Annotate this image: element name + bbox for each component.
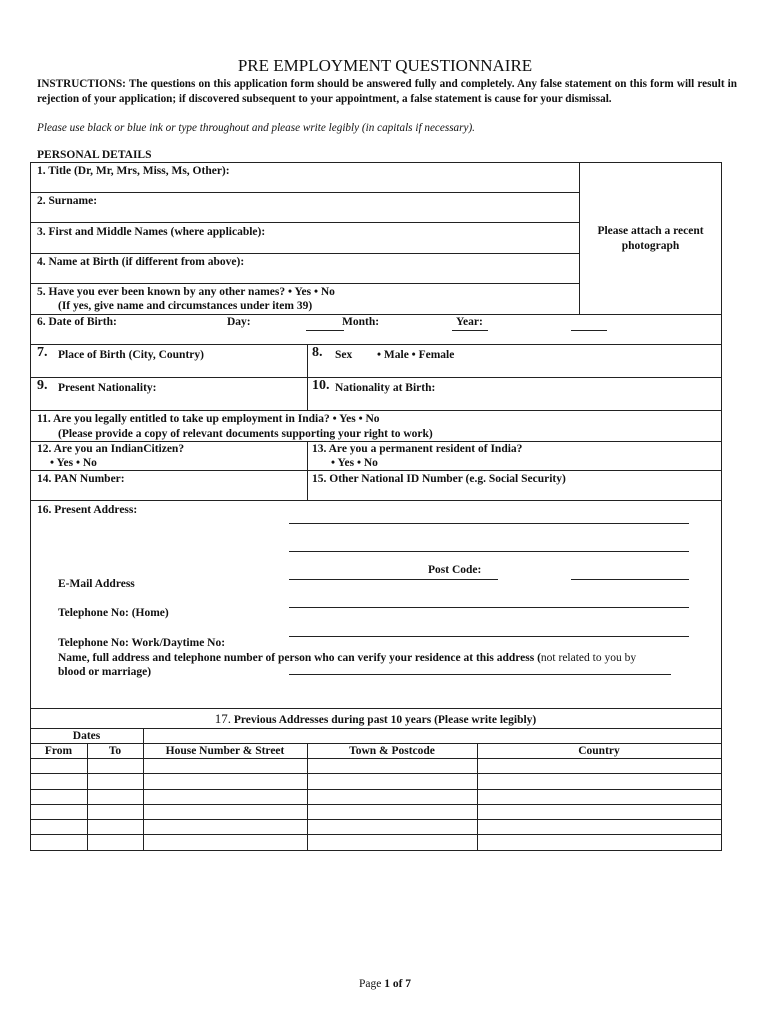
q17-number: 17. [214, 711, 231, 726]
q16-address-label: 16. Present Address: [37, 504, 138, 516]
q9-nationality-label: Present Nationality: [58, 382, 157, 394]
q17-heading [30, 712, 721, 727]
q6-dob-label: 6. Date of Birth: [37, 316, 117, 328]
q7-number: 7. [37, 345, 48, 360]
q9-number: 9. [37, 378, 48, 393]
q5-note: (If yes, give name and circumstances under item 39) [58, 300, 313, 312]
page-word: Page [358, 978, 385, 990]
q10-number: 10. [312, 378, 330, 393]
town-header: Town & Postcode [349, 745, 435, 757]
section-heading: PERSONAL DETAILS [37, 149, 152, 161]
q13-resident-label: 13. Are you a permanent resident of India? [312, 443, 523, 455]
address-line-1[interactable] [289, 523, 689, 524]
from-header: From [44, 745, 73, 757]
email-label: E-Mail Address [58, 578, 135, 590]
day-input-line[interactable] [306, 330, 344, 331]
q6-month-label: Month: [342, 316, 380, 328]
verifier-text-b: not related to you by [540, 652, 637, 664]
tel-home-label: Telephone No: (Home) [58, 607, 169, 619]
month-input-line[interactable] [452, 330, 488, 331]
q3-first-names-label: 3. First and Middle Names (where applicable): [37, 226, 266, 238]
q1-title-label: 1. Title (Dr, Mr, Mrs, Miss, Ms, Other): [37, 165, 230, 177]
q4-birth-name-label: 4. Name at Birth (if different from above): [37, 256, 245, 268]
post-code-input-line[interactable] [571, 579, 689, 580]
address-line-2[interactable] [289, 551, 689, 552]
post-code-label: Post Code: [428, 564, 482, 576]
q11-employment-label[interactable]: 11. Are you legally entitled to take up employment in India? • Yes • No [37, 413, 380, 425]
year-input-line[interactable] [571, 330, 607, 331]
q8-sex-label: Sex [335, 349, 353, 361]
q6-year-label: Year: [456, 316, 483, 328]
q13-options[interactable]: • Yes • No [331, 457, 378, 469]
q6-day-label: Day: [227, 316, 251, 328]
q5-other-names-label[interactable]: 5. Have you ever been known by any other names? • Yes • No [37, 286, 335, 298]
photo-placeholder[interactable]: Please attach a recent photograph [597, 225, 704, 252]
q8-number: 8. [312, 345, 323, 360]
verifier-input-line[interactable] [289, 674, 671, 675]
page-number: 1 of 7 [384, 978, 412, 990]
tel-work-label: Telephone No: Work/Daytime No: [58, 637, 226, 649]
email-input-line[interactable] [289, 607, 689, 608]
q12-citizen-label: 12. Are you an IndianCitizen? [37, 443, 185, 455]
q11-note: (Please provide a copy of relevant documents supporting your right to work) [58, 428, 433, 440]
q7-birthplace-label: Place of Birth (City, Country) [58, 349, 204, 361]
q14-pan-label: 14. PAN Number: [37, 473, 125, 485]
page-title: PRE EMPLOYMENT QUESTIONNAIRE [237, 56, 533, 75]
dates-header: Dates [72, 730, 101, 742]
instructions-text: INSTRUCTIONS: The questions on this application form should be answered fully and completely. Any false statement on this form will result in rejection of your application; if discovered subsequent to your appointment, a false statement is cause for your dismissal. [37, 78, 737, 105]
page-footer [0, 977, 770, 991]
tel-home-input-line[interactable] [289, 636, 689, 637]
q15-national-id-label: 15. Other National ID Number (e.g. Social Security) [312, 473, 566, 485]
q2-surname-label: 2. Surname: [37, 195, 98, 207]
verifier-label [58, 651, 636, 665]
verifier-label-cont: blood or marriage) [58, 666, 152, 678]
house-header: House Number & Street [165, 745, 285, 757]
ink-note: Please use black or blue ink or type throughout and please write legibly (in capitals if necessary). [37, 122, 475, 134]
address-line-3[interactable] [289, 579, 498, 580]
to-header: To [108, 745, 122, 757]
q17-label: Previous Addresses during past 10 years (Please write legibly) [233, 714, 537, 726]
country-header: Country [578, 745, 620, 757]
verifier-text-a: Name, full address and telephone number of person who can verify your residence at this address ( [58, 652, 541, 664]
q10-birth-nationality-label: Nationality at Birth: [335, 382, 436, 394]
sex-options[interactable]: • Male • Female [377, 349, 455, 361]
q12-options[interactable]: • Yes • No [50, 457, 97, 469]
